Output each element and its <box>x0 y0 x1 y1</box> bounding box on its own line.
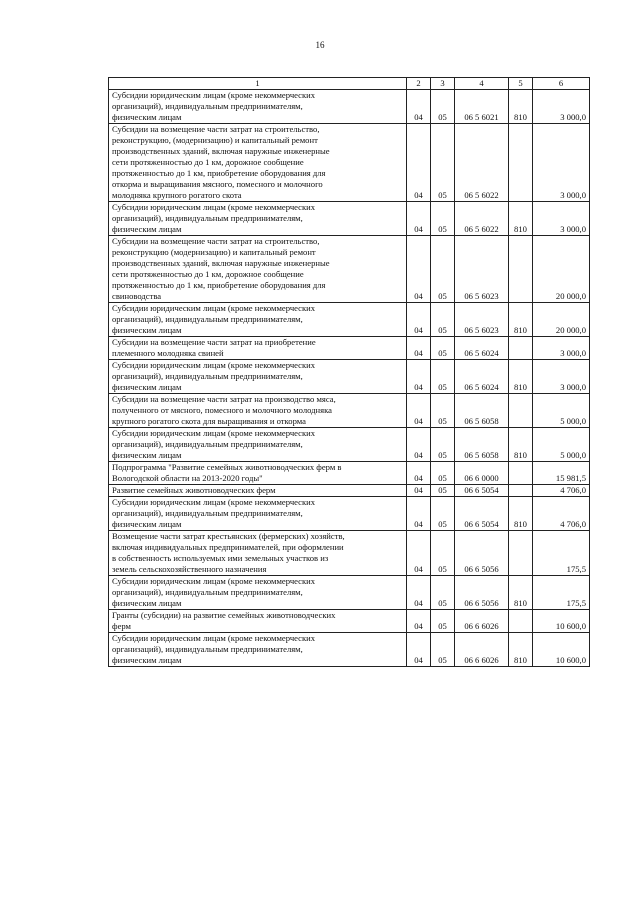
expense-type-code: 810 <box>509 576 533 610</box>
target-article-code: 06 5 6022 <box>455 124 509 202</box>
description-line: протяженностью до 1 км, приобретение оборудования для <box>112 280 326 290</box>
target-article-code: 06 6 5056 <box>455 531 509 576</box>
amount: 3 000,0 <box>533 360 590 394</box>
subsection-code: 05 <box>431 576 455 610</box>
description-line: Возмещение части затрат крестьянских (фермерских) хозяйств, <box>112 531 345 541</box>
expense-type-code: 810 <box>509 497 533 531</box>
row-description <box>109 610 407 633</box>
description-line: сети протяженностью до 1 км, дорожное сообщение <box>112 269 304 279</box>
amount: 3 000,0 <box>533 90 590 124</box>
amount: 20 000,0 <box>533 303 590 337</box>
description-line: Субсидии юридическим лицам (кроме некоммерческих <box>112 497 316 507</box>
amount: 4 706,0 <box>533 497 590 531</box>
section-code: 04 <box>407 202 431 236</box>
row-description <box>109 485 407 497</box>
amount: 5 000,0 <box>533 428 590 462</box>
expense-type-code <box>509 485 533 497</box>
description-line: физическим лицам <box>112 598 182 608</box>
description-line: Субсидии юридическим лицам (кроме некоммерческих <box>112 202 316 212</box>
page-number: 16 <box>315 40 325 50</box>
subsection-code: 05 <box>431 394 455 428</box>
row-description <box>109 236 407 303</box>
expense-type-code <box>509 236 533 303</box>
description-line: свиноводства <box>112 291 162 301</box>
description-line: ферм <box>112 621 131 631</box>
amount: 10 600,0 <box>533 633 590 667</box>
target-article-code: 06 5 6024 <box>455 337 509 360</box>
description-line: физическим лицам <box>112 112 182 122</box>
subsection-code: 05 <box>431 360 455 394</box>
subsection-code: 05 <box>431 303 455 337</box>
subsection-code: 05 <box>431 428 455 462</box>
section-code: 04 <box>407 485 431 497</box>
section-code: 04 <box>407 610 431 633</box>
target-article-code: 06 5 6024 <box>455 360 509 394</box>
description-line: Развитие семейных животноводческих ферм <box>112 485 276 495</box>
column-header: 5 <box>509 78 533 90</box>
description-line: реконструкцию, (модернизацию) и капитальный ремонт <box>112 135 318 145</box>
row-description <box>109 497 407 531</box>
table-row <box>109 633 590 667</box>
row-description <box>109 428 407 462</box>
expense-type-code: 810 <box>509 202 533 236</box>
description-line: реконструкцию (модернизацию) и капитальный ремонт <box>112 247 316 257</box>
description-line: организаций), индивидуальным предпринимателям, <box>112 314 303 324</box>
column-header: 1 <box>109 78 407 90</box>
expense-type-code <box>509 337 533 360</box>
subsection-code: 05 <box>431 337 455 360</box>
row-description <box>109 124 407 202</box>
target-article-code: 06 5 6023 <box>455 303 509 337</box>
target-article-code: 06 6 0000 <box>455 462 509 485</box>
subsection-code: 05 <box>431 531 455 576</box>
description-line: организаций), индивидуальным предпринимателям, <box>112 213 303 223</box>
table-row <box>109 497 590 531</box>
description-line: Субсидии на возмещение части затрат на производство мяса, <box>112 394 336 404</box>
row-description <box>109 360 407 394</box>
table-row <box>109 610 590 633</box>
description-line: физическим лицам <box>112 224 182 234</box>
description-line: Вологодской области на 2013-2020 годы" <box>112 473 263 483</box>
description-line: племенного молодняка свиней <box>112 348 224 358</box>
target-article-code: 06 5 6023 <box>455 236 509 303</box>
description-line: земель сельскохозяйственного назначения <box>112 564 267 574</box>
row-description <box>109 633 407 667</box>
expense-type-code <box>509 531 533 576</box>
section-code: 04 <box>407 394 431 428</box>
section-code: 04 <box>407 462 431 485</box>
amount: 3 000,0 <box>533 124 590 202</box>
target-article-code: 06 5 6058 <box>455 428 509 462</box>
table-row <box>109 360 590 394</box>
subsection-code: 05 <box>431 90 455 124</box>
description-line: производственных зданий, включая наружные инженерные <box>112 146 330 156</box>
table-row <box>109 337 590 360</box>
target-article-code: 06 5 6022 <box>455 202 509 236</box>
description-line: Субсидии юридическим лицам (кроме некоммерческих <box>112 576 316 586</box>
description-line: Гранты (субсидии) на развитие семейных животноводческих <box>112 610 336 620</box>
expense-type-code <box>509 394 533 428</box>
amount: 175,5 <box>533 576 590 610</box>
amount: 5 000,0 <box>533 394 590 428</box>
description-line: физическим лицам <box>112 325 182 335</box>
description-line: Субсидии юридическим лицам (кроме некоммерческих <box>112 360 316 370</box>
subsection-code: 05 <box>431 462 455 485</box>
table-row <box>109 303 590 337</box>
expense-type-code: 810 <box>509 360 533 394</box>
section-code: 04 <box>407 90 431 124</box>
description-line: физическим лицам <box>112 655 182 665</box>
table-row <box>109 428 590 462</box>
description-line: протяженностью до 1 км, приобретение оборудования для <box>112 168 326 178</box>
target-article-code: 06 6 6026 <box>455 633 509 667</box>
table-row <box>109 576 590 610</box>
description-line: производственных зданий, включая наружные инженерные <box>112 258 330 268</box>
section-code: 04 <box>407 576 431 610</box>
expense-type-code <box>509 124 533 202</box>
description-line: Субсидии на возмещение части затрат на строительство, <box>112 236 320 246</box>
description-line: сети протяженностью до 1 км, дорожное сообщение <box>112 157 304 167</box>
section-code: 04 <box>407 360 431 394</box>
table-row <box>109 462 590 485</box>
table-row <box>109 236 590 303</box>
row-description <box>109 337 407 360</box>
expense-type-code: 810 <box>509 633 533 667</box>
subsection-code: 05 <box>431 236 455 303</box>
column-header: 4 <box>455 78 509 90</box>
section-code: 04 <box>407 633 431 667</box>
column-header: 2 <box>407 78 431 90</box>
description-line: организаций), индивидуальным предпринимателям, <box>112 644 303 654</box>
row-description <box>109 531 407 576</box>
section-code: 04 <box>407 337 431 360</box>
description-line: организаций), индивидуальным предпринимателям, <box>112 439 303 449</box>
section-code: 04 <box>407 497 431 531</box>
amount: 20 000,0 <box>533 236 590 303</box>
section-code: 04 <box>407 428 431 462</box>
description-line: молодняка крупного рогатого скота <box>112 190 242 200</box>
column-header: 6 <box>533 78 590 90</box>
target-article-code: 06 6 5056 <box>455 576 509 610</box>
row-description <box>109 576 407 610</box>
description-line: организаций), индивидуальным предпринимателям, <box>112 508 303 518</box>
target-article-code: 06 5 6058 <box>455 394 509 428</box>
description-line: Подпрограмма "Развитие семейных животноводческих ферм в <box>112 462 342 472</box>
row-description <box>109 202 407 236</box>
description-line: организаций), индивидуальным предпринимателям, <box>112 101 303 111</box>
subsection-code: 05 <box>431 202 455 236</box>
description-line: включая индивидуальных предпринимателей, при оформлении <box>112 542 344 552</box>
amount: 3 000,0 <box>533 337 590 360</box>
amount: 15 981,5 <box>533 462 590 485</box>
description-line: физическим лицам <box>112 382 182 392</box>
description-line: полученного от мясного, помесного и молочного молодняка <box>112 405 332 415</box>
target-article-code: 06 5 6021 <box>455 90 509 124</box>
expense-type-code <box>509 462 533 485</box>
subsection-code: 05 <box>431 124 455 202</box>
budget-table <box>108 77 590 667</box>
description-line: в собственность используемых ими земельных участков из <box>112 553 329 563</box>
description-line: организаций), индивидуальным предпринимателям, <box>112 587 303 597</box>
section-code: 04 <box>407 303 431 337</box>
amount: 10 600,0 <box>533 610 590 633</box>
subsection-code: 05 <box>431 485 455 497</box>
table-row <box>109 485 590 497</box>
table-row <box>109 394 590 428</box>
expense-type-code: 810 <box>509 90 533 124</box>
description-line: крупного рогатого скота для выращивания и откорма <box>112 416 306 426</box>
expense-type-code: 810 <box>509 303 533 337</box>
table-row <box>109 124 590 202</box>
row-description <box>109 90 407 124</box>
section-code: 04 <box>407 236 431 303</box>
description-line: Субсидии юридическим лицам (кроме некоммерческих <box>112 303 316 313</box>
description-line: физическим лицам <box>112 519 182 529</box>
table-row <box>109 90 590 124</box>
table-row <box>109 202 590 236</box>
description-line: Субсидии юридическим лицам (кроме некоммерческих <box>112 90 316 100</box>
row-description <box>109 462 407 485</box>
amount: 175,5 <box>533 531 590 576</box>
section-code: 04 <box>407 124 431 202</box>
section-code: 04 <box>407 531 431 576</box>
subsection-code: 05 <box>431 610 455 633</box>
description-line: Субсидии на возмещение части затрат на приобретение <box>112 337 316 347</box>
amount: 4 706,0 <box>533 485 590 497</box>
description-line: физическим лицам <box>112 450 182 460</box>
amount: 3 000,0 <box>533 202 590 236</box>
target-article-code: 06 6 6026 <box>455 610 509 633</box>
target-article-code: 06 6 5054 <box>455 485 509 497</box>
expense-type-code <box>509 610 533 633</box>
description-line: организаций), индивидуальным предпринимателям, <box>112 371 303 381</box>
row-description <box>109 303 407 337</box>
description-line: Субсидии на возмещение части затрат на строительство, <box>112 124 320 134</box>
target-article-code: 06 6 5054 <box>455 497 509 531</box>
row-description <box>109 394 407 428</box>
subsection-code: 05 <box>431 633 455 667</box>
header-row <box>109 78 590 90</box>
subsection-code: 05 <box>431 497 455 531</box>
expense-type-code: 810 <box>509 428 533 462</box>
description-line: Субсидии юридическим лицам (кроме некоммерческих <box>112 428 316 438</box>
description-line: откорма и выращивания мясного, помесного и молочного <box>112 179 323 189</box>
column-header: 3 <box>431 78 455 90</box>
table-row <box>109 531 590 576</box>
description-line: Субсидии юридическим лицам (кроме некоммерческих <box>112 633 316 643</box>
